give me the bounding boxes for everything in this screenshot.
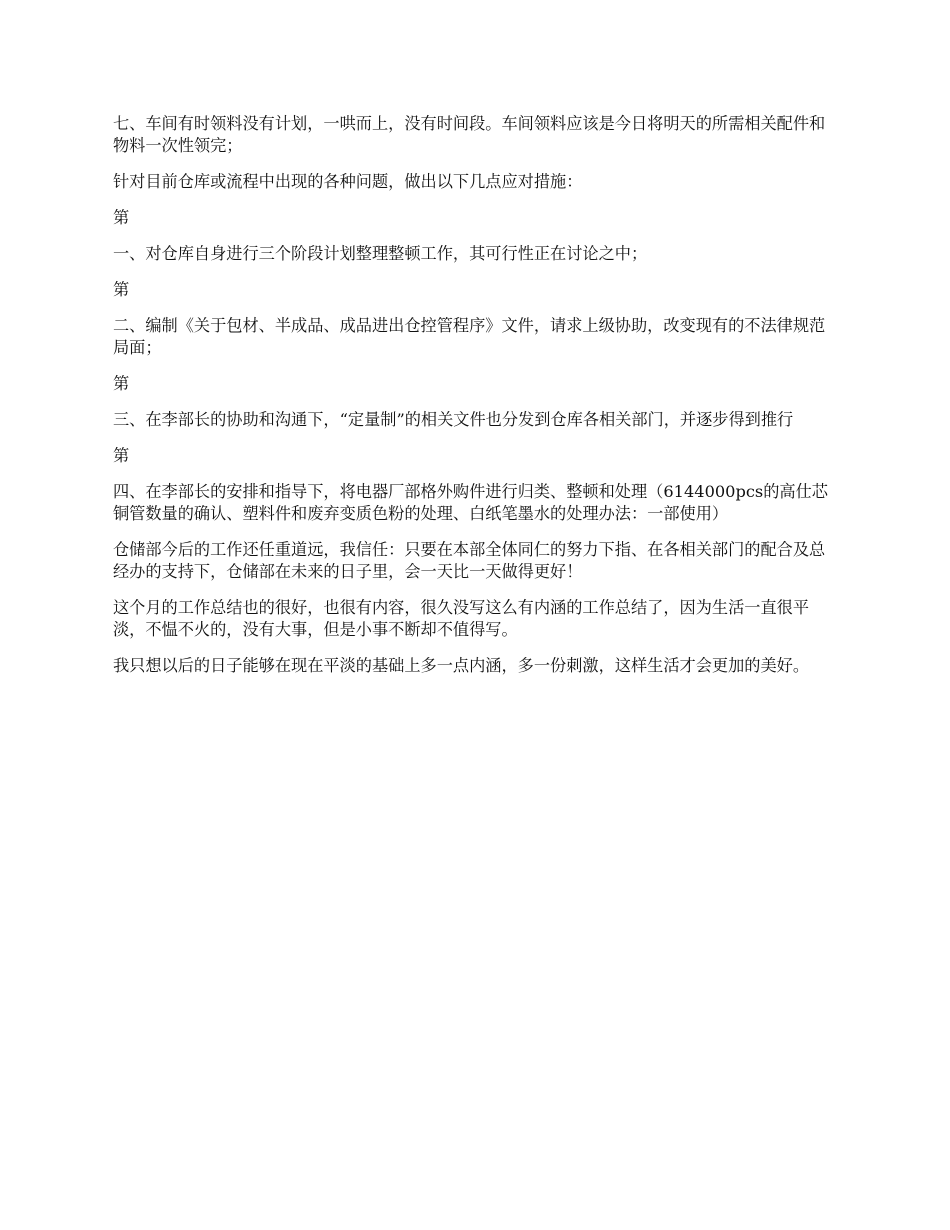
paragraph-measure-one: 一、对仓库自身进行三个阶段计划整理整顿工作，其可行性正在讨论之中； (113, 244, 648, 263)
paragraph-measures-intro: 针对目前仓库或流程中出现的各种问题，做出以下几点应对措施： (113, 172, 583, 191)
paragraph-reflection: 这个月的工作总结也的很好，也很有内容，很久没写这么有内涵的工作总结了，因为生活一直很平淡，不愠不火的，没有大事，但是小事不断却不值得写。 (113, 598, 810, 639)
paragraph-measure-four: 四、在李部长的安排和指导下，将电器厂部格外购件进行归类、整顿和处理（6144000pcs的高仕芯铜管数量的确认、塑料件和废弃变质色粉的处理、白纸笔墨水的处理办法：一部使用） (113, 482, 828, 523)
paragraph-ordinal-marker: 第 (113, 280, 130, 299)
paragraph-ordinal-marker: 第 (113, 374, 130, 393)
paragraph-closing: 我只想以后的日子能够在现在平淡的基础上多一点内涵，多一份刺激，这样生活才会更加的美好。 (113, 656, 810, 675)
paragraph-measure-two: 二、编制《关于包材、半成品、成品进出仓控管程序》文件，请求上级协助，改变现有的不法律规范局面； (113, 316, 826, 357)
paragraph-measure-three: 三、在李部长的协助和沟通下，“定量制”的相关文件也分发到仓库各相关部门，并逐步得到推行 (113, 410, 794, 429)
paragraph-ordinal-marker: 第 (113, 208, 130, 227)
paragraph-workshop-issue: 七、车间有时领料没有计划，一哄而上，没有时间段。车间领料应该是今日将明天的所需相关配件和物料一次性领完； (113, 114, 826, 155)
paragraph-outlook: 仓储部今后的工作还任重道远，我信任：只要在本部全体同仁的努力下指、在各相关部门的配合及总经办的支持下，仓储部在未来的日子里，会一天比一天做得更好！ (113, 540, 826, 581)
document-page (113, 113, 840, 691)
paragraph-ordinal-marker: 第 (113, 446, 130, 465)
